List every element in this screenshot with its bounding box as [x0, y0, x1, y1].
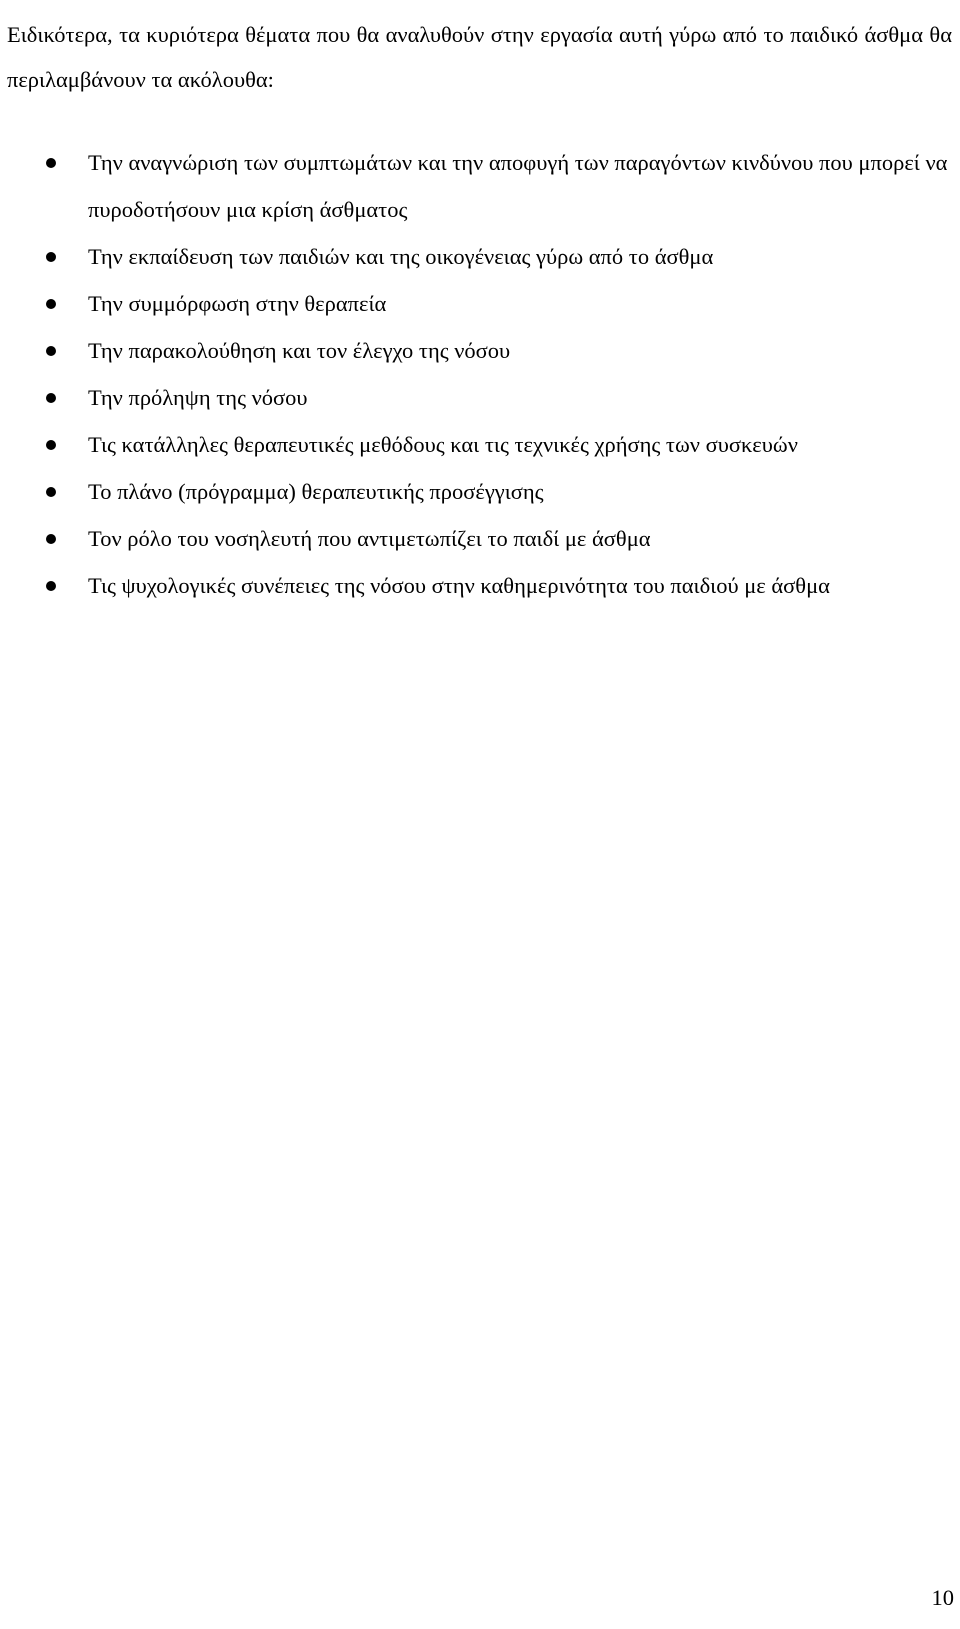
list-item-text: Την αναγνώριση των συμπτωμάτων και την αποφυγή των παραγόντων κινδύνου που μπορεί να πυροδοτήσουν μια κρίση άσθματος [88, 150, 948, 222]
intro-paragraph: Ειδικότερα, τα κυριότερα θέματα που θα αναλυθούν στην εργασία αυτή γύρω από το παιδικό άσθμα θα περιλαμβάνουν τα ακόλουθα: [7, 22, 952, 92]
list-item [0, 327, 960, 374]
list-item [0, 280, 960, 327]
list-item-text: Τις κατάλληλες θεραπευτικές μεθόδους και τις τεχνικές χρήσης των συσκευών [88, 432, 798, 457]
bullet-icon [46, 487, 56, 497]
list-item-text: Την πρόληψη της νόσου [88, 385, 308, 410]
list-item [0, 233, 960, 280]
list-item [0, 139, 960, 233]
list-item [0, 421, 960, 468]
bullet-icon [46, 393, 56, 403]
bullet-icon [46, 534, 56, 544]
list-item-text: Τον ρόλο του νοσηλευτή που αντιμετωπίζει το παιδί με άσθμα [88, 526, 651, 551]
page-number: 10 [931, 1585, 954, 1610]
list-item [0, 515, 960, 562]
bullet-icon [46, 158, 56, 168]
list-item-text: Την παρακολούθηση και τον έλεγχο της νόσου [88, 338, 511, 363]
list-item-text: Την εκπαίδευση των παιδιών και της οικογένειας γύρω από το άσθμα [88, 244, 714, 269]
bullet-icon [46, 299, 56, 309]
bullet-icon [46, 252, 56, 262]
list-item-text: Την συμμόρφωση στην θεραπεία [88, 291, 387, 316]
list-item-text: Το πλάνο (πρόγραμμα) θεραπευτικής προσέγγισης [88, 479, 544, 504]
bullet-icon [46, 346, 56, 356]
list-item-text: Τις ψυχολογικές συνέπειες της νόσου στην καθημερινότητα του παιδιού με άσθμα [88, 573, 830, 598]
list-item [0, 468, 960, 515]
bullet-icon [46, 440, 56, 450]
list-item [0, 374, 960, 421]
bullet-icon [46, 581, 56, 591]
list-item [0, 562, 960, 609]
topics-list [0, 139, 960, 609]
